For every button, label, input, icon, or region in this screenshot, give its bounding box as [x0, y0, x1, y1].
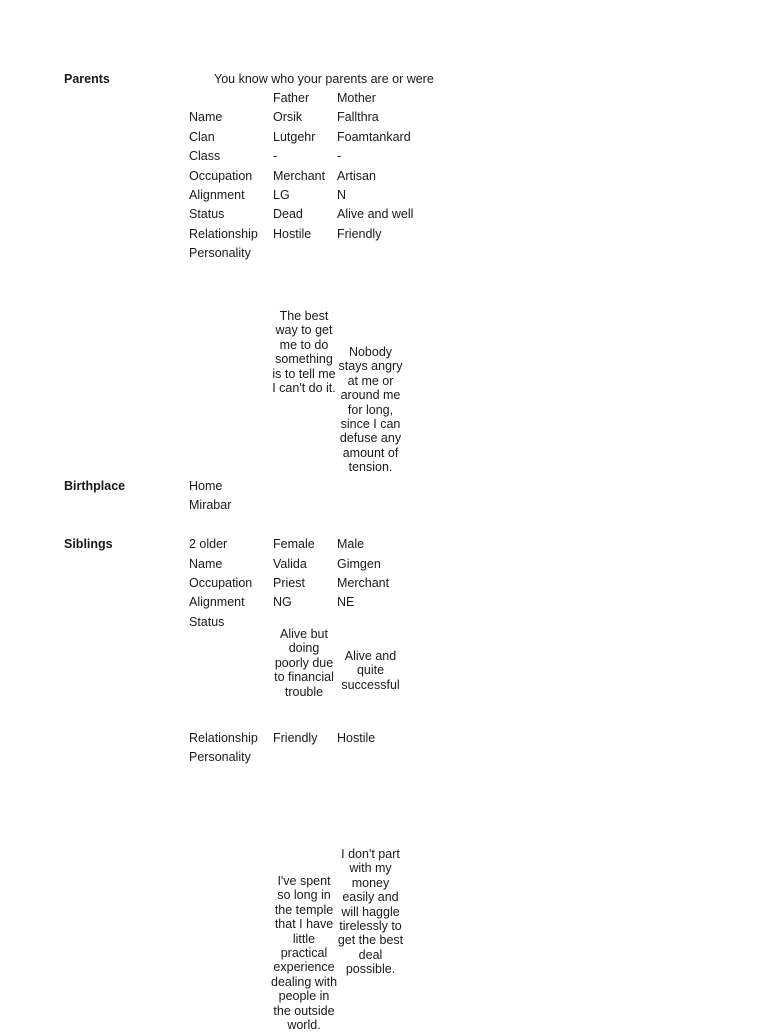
sibling1-status: Alive but doing poorly due to financial trouble [274, 627, 334, 699]
sibling1-value: NG [273, 595, 292, 609]
mother-personality: Nobody stays angry at me or around me for long, since I can defuse any amount of tension. [338, 345, 403, 475]
birthplace-place: Mirabar [189, 498, 232, 512]
sibling1-value: Priest [273, 576, 305, 590]
row-label: Alignment [189, 595, 245, 609]
mother-column-header: Mother [337, 91, 376, 105]
row-label: Alignment [189, 188, 245, 202]
father-value: Hostile [273, 227, 312, 241]
father-value: Merchant [273, 169, 326, 183]
father-value: - [273, 149, 278, 163]
sibling2-column-header: Male [337, 537, 365, 551]
mother-value: Alive and well [337, 207, 414, 221]
mother-value: - [337, 149, 342, 163]
sibling2-status: Alive and quite successful [341, 649, 400, 692]
sibling1-value: Valida [273, 557, 307, 571]
personality-label: Personality [189, 246, 251, 260]
sibling2-value: NE [337, 595, 355, 609]
mother-value: Friendly [337, 227, 382, 241]
siblings-heading: Siblings [64, 537, 113, 551]
parents-heading: Parents [64, 72, 110, 86]
row-label: Clan [189, 130, 215, 144]
sibling2-relationship: Hostile [337, 731, 376, 745]
father-value: Dead [273, 207, 303, 221]
sibling1-personality: I've spent so long in the temple that I have little practical experience dealing with people in the outside world. [271, 874, 338, 1032]
row-label: Relationship [189, 227, 258, 241]
father-value: Orsik [273, 110, 303, 124]
mother-value: Foamtankard [337, 130, 411, 144]
row-label: Class [189, 149, 221, 163]
sibling1-relationship: Friendly [273, 731, 318, 745]
birthplace-heading: Birthplace [64, 479, 126, 493]
sibling2-personality: I don't part with my money easily and will haggle tirelessly to get the best deal possible. [337, 847, 404, 977]
mother-value: Fallthra [337, 110, 379, 124]
mother-value: N [337, 188, 347, 202]
personality-label: Personality [189, 750, 251, 764]
row-label: Status [189, 207, 225, 221]
father-column-header: Father [273, 91, 310, 105]
sibling2-value: Gimgen [337, 557, 381, 571]
row-label: Occupation [189, 169, 253, 183]
sibling1-column-header: Female [273, 537, 315, 551]
row-label: Name [189, 110, 223, 124]
row-label: Occupation [189, 576, 253, 590]
father-value: Lutgehr [273, 130, 316, 144]
mother-value: Artisan [337, 169, 376, 183]
parents-intro: You know who your parents are or were [214, 72, 434, 86]
status-label: Status [189, 615, 225, 629]
sibling2-value: Merchant [337, 576, 390, 590]
siblings-count: 2 older [189, 537, 228, 551]
birthplace-value: Home [189, 479, 223, 493]
father-value: LG [273, 188, 290, 202]
row-label: Name [189, 557, 223, 571]
relationship-label: Relationship [189, 731, 258, 745]
father-personality: The best way to get me to do something is to tell me I can't do it. [272, 309, 336, 396]
